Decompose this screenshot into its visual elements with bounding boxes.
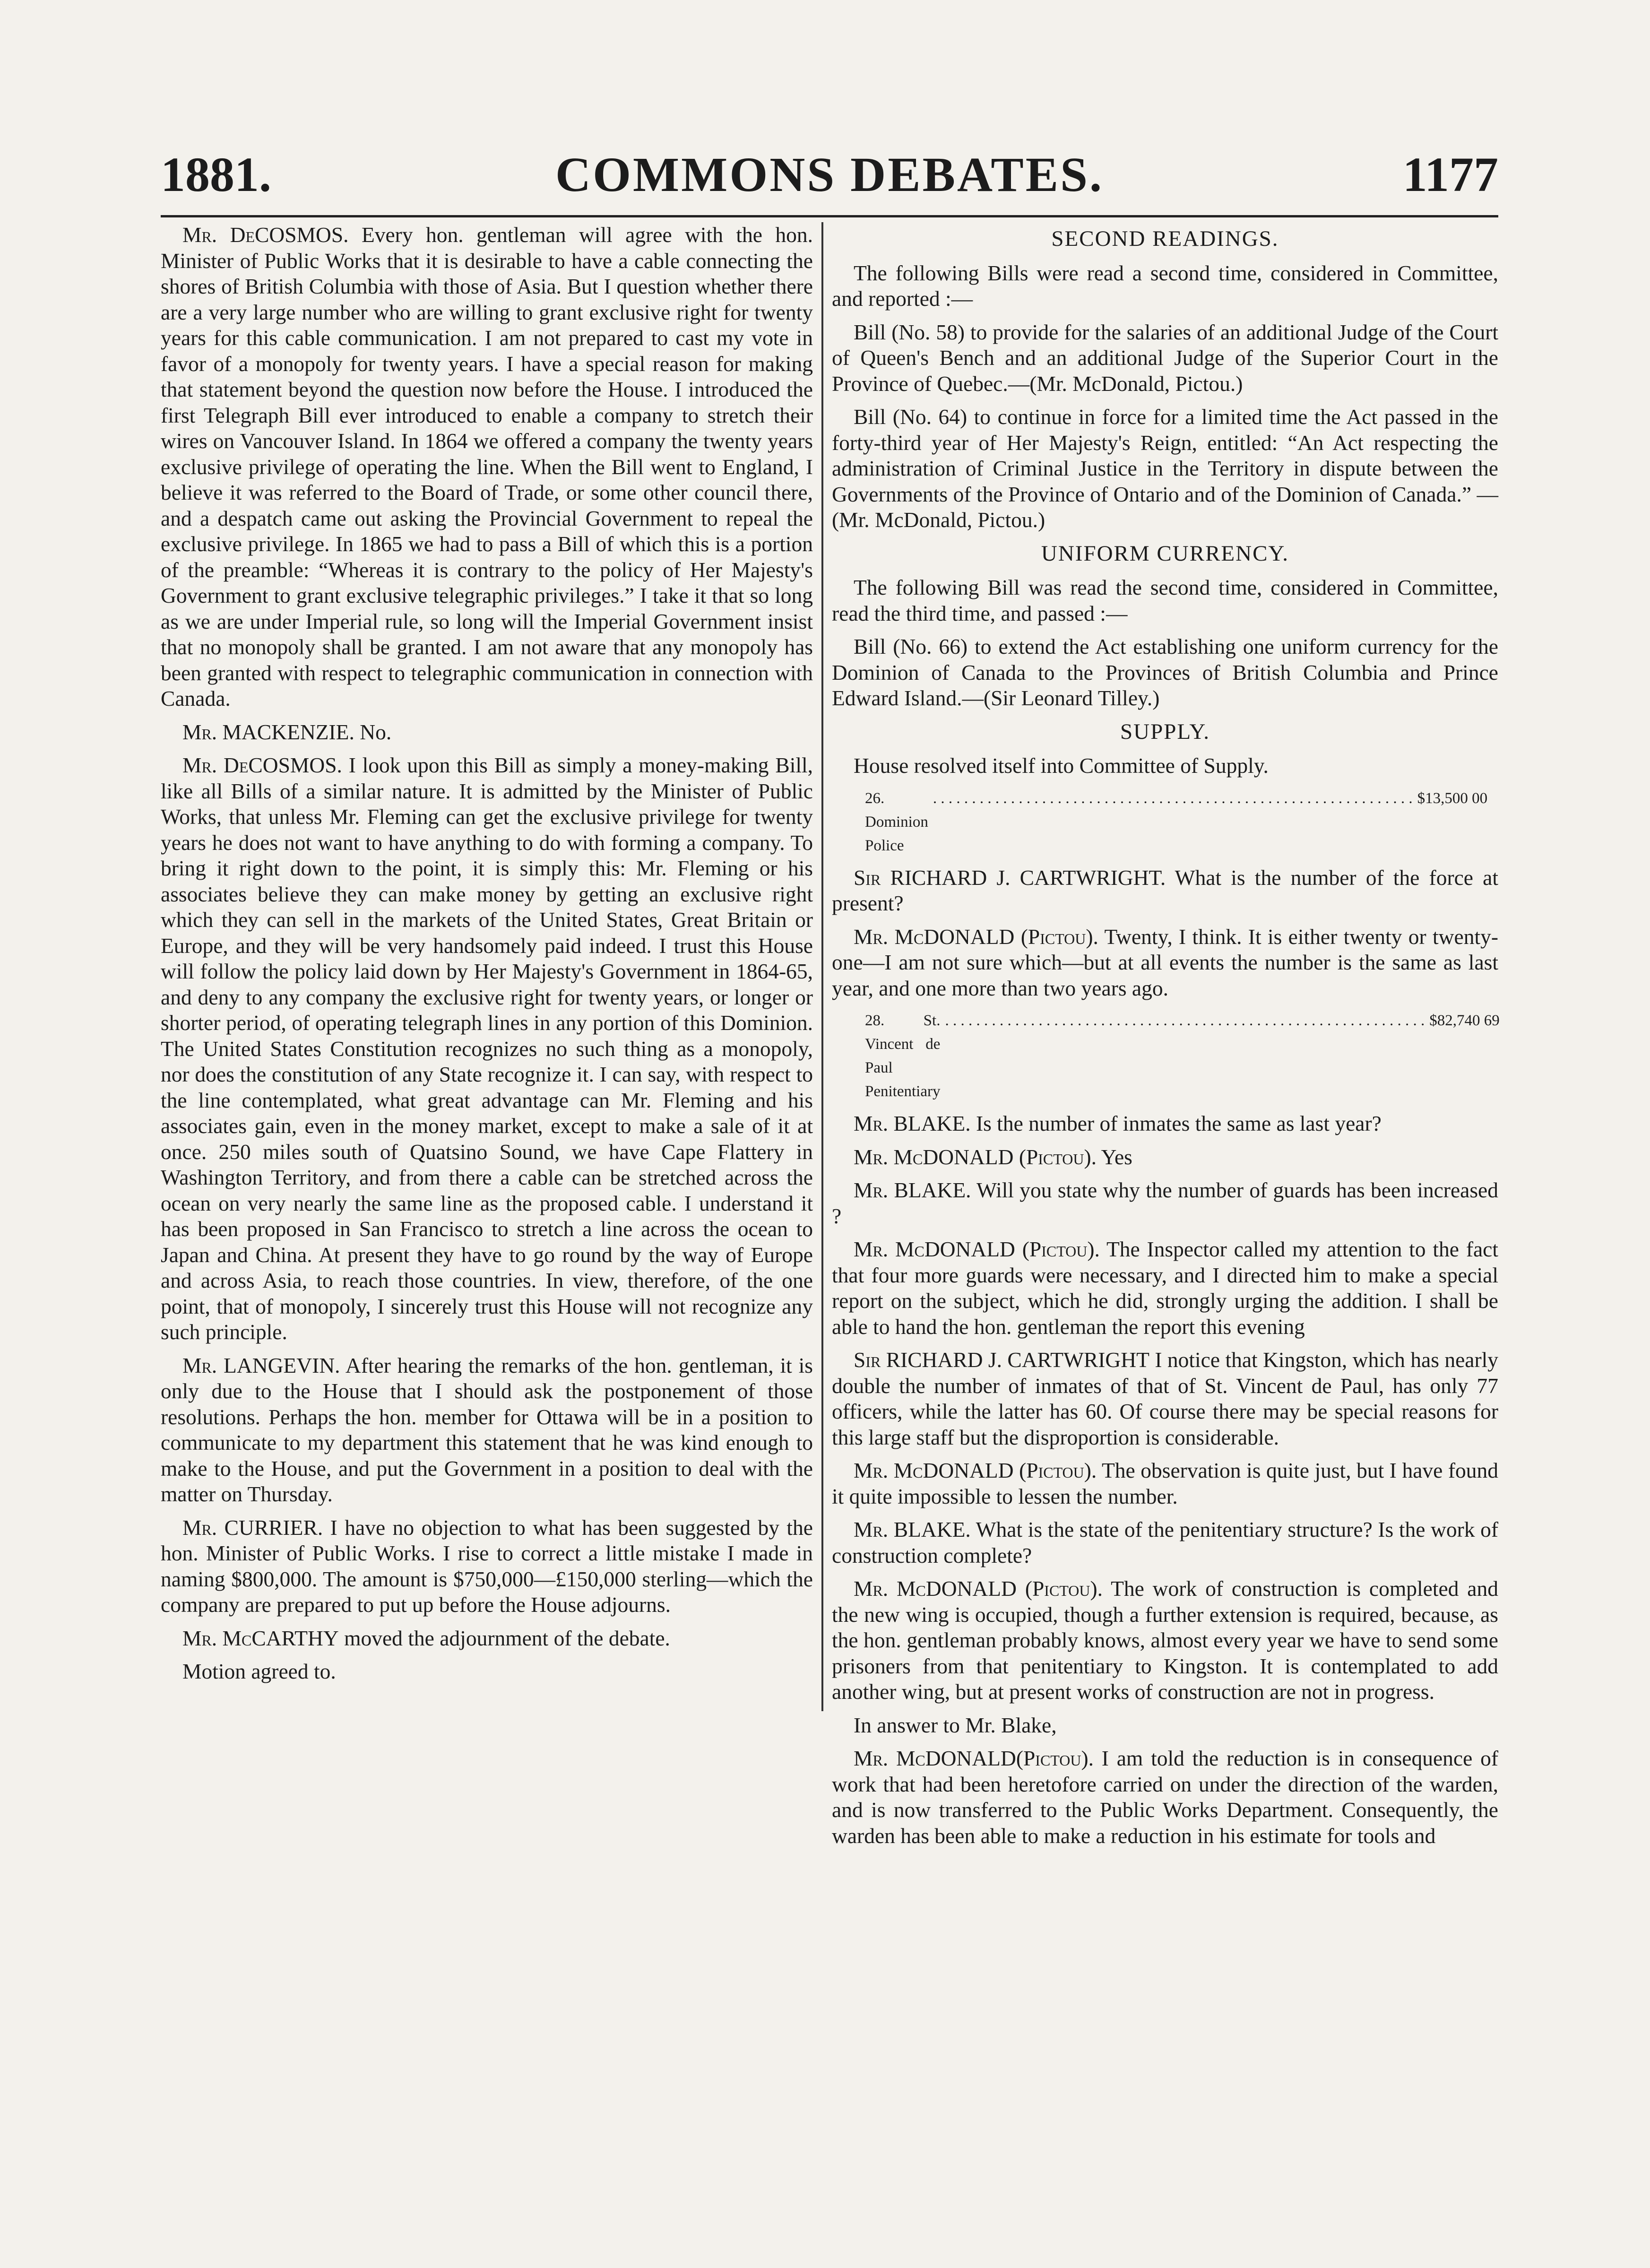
speech-paragraph bbox=[832, 1458, 1498, 1509]
speech-text: Twenty, I think. It is either twenty or twenty-one—I am not sure which—but at all events the number is the same as last year, and one more than two years ago. bbox=[832, 924, 1498, 1000]
speech-paragraph bbox=[161, 1515, 813, 1618]
header-title: COMMONS DEBATES. bbox=[555, 147, 1104, 202]
speech-paragraph bbox=[161, 1626, 813, 1652]
right-column bbox=[832, 222, 1500, 1848]
speech-text: Motion agreed to. bbox=[182, 1659, 336, 1683]
speech-paragraph bbox=[832, 1576, 1498, 1705]
column-divider bbox=[821, 222, 823, 1711]
speech-text: The work of construction is completed and the new wing is occupied, though a further extension is required, because, as the hon. gentleman probably knows, almost every year we have to send some prisoners from that penitentiary to Kingston. It is contemplated to add another wing, but at present works of construction are not in progress. bbox=[832, 1576, 1498, 1704]
speaker-name: Mr. BLAKE. bbox=[854, 1111, 971, 1135]
speaker-name: Mr. McDONALD(Pictou). bbox=[854, 1746, 1094, 1770]
speaker-name: Sir RICHARD J. CARTWRIGHT. bbox=[854, 865, 1166, 890]
speech-text: Is the number of inmates the same as last year? bbox=[976, 1111, 1382, 1135]
estimate-amount: $13,500 00 bbox=[1417, 789, 1488, 807]
speech-paragraph bbox=[832, 924, 1498, 1002]
speech-text: I look upon this Bill as simply a money-making Bill, like all Bills of a similar nature. It is admitted by the Minister of Public Works, that unless Mr. Fleming can get the exclusive privilege for twenty years he does not want to have anything to do with forming a company. To bring it right down to the point, it is simply this: Mr. Fleming or his associates believe they can make money by getting an exclusive right which they can sell in the markets of the United States, Great Britain or Europe, and they will be very handsomely paid indeed. I trust this House will follow the policy laid down by Her Majesty's Government in 1864-65, and deny to any company the exclusive right for twenty years, or longer or shorter period, of operating telegraph lines in any portion of this Dominion. The United States Constitution recognizes no such thing as a monopoly, nor does the constitution of any State recognize it. I can say, with respect to the line contemplated, what great advantage can Mr. Fleming and his associates gain, even in the money market, except to make a sale of it at once. 250 miles south of Quatsino Sound, we have Cape Flattery in Washington Territory, and from there a cable can be stretched across the ocean on very nearly the same line as the proposed cable. I understand it has been proposed in San Francisco to stretch a line across the ocean to Japan and China. At present they have to go round by the way of Europe and across Asia, to reach those countries. In view, therefore, of the one point, that of monopoly, I sincerely trust this House will not recognize any such principle. bbox=[161, 753, 813, 1344]
header-rule bbox=[161, 215, 1498, 217]
estimate-label: 28. St. Vincent de Paul Penitentiary bbox=[865, 1012, 941, 1100]
speech-paragraph bbox=[832, 1517, 1498, 1568]
speech-text: What is the state of the penitentiary structure? Is the work of construction complete? bbox=[832, 1517, 1499, 1567]
speaker-name: Mr. MACKENZIE. bbox=[182, 719, 354, 744]
section-intro: House resolved itself into Committee of Supply. bbox=[854, 753, 1269, 778]
speech-paragraph bbox=[832, 1111, 1498, 1137]
speaker-name: Mr. McDONALD (Pictou). bbox=[854, 1237, 1100, 1261]
left-column bbox=[161, 222, 813, 1716]
speech-paragraph bbox=[832, 1347, 1498, 1450]
speaker-name: Mr. McDONALD (Pictou). bbox=[854, 1458, 1097, 1482]
speaker-name: Mr. McCARTHY bbox=[182, 1626, 339, 1650]
speaker-name: Sir RICHARD J. CARTWRIGHT bbox=[854, 1348, 1149, 1372]
speaker-name: Mr. BLAKE. bbox=[854, 1517, 971, 1541]
estimate-label: 26. Dominion Police bbox=[865, 789, 928, 854]
answer-intro: In answer to Mr. Blake, bbox=[854, 1713, 1057, 1737]
speaker-name: Mr. BLAKE. bbox=[854, 1178, 971, 1202]
speech-paragraph bbox=[832, 1177, 1498, 1229]
leader-dots bbox=[940, 1009, 1429, 1103]
speaker-name: Mr. McDONALD (Pictou). bbox=[854, 1576, 1103, 1601]
speech-text: moved the adjournment of the debate. bbox=[344, 1626, 670, 1650]
speech-paragraph bbox=[832, 1746, 1498, 1849]
speech-text: No. bbox=[360, 719, 392, 744]
speech-paragraph bbox=[832, 1237, 1498, 1340]
speech-text: After hearing the remarks of the hon. gentleman, it is only due to the House that I should ask the postponement of those resolutions. Perhaps the hon. member for Ottawa will be in a position to communicate to my department this statement that he was kind enough to make to the House, and put the Government in a position to deal with the matter on Thursday. bbox=[161, 1353, 813, 1506]
speech-text: The Inspector called my attention to the fact that four more guards were necessary, and I directed him to make a special report on the subject, which he did, strongly urging the addition. I shall be able to hand the hon. gentleman the report this evening bbox=[832, 1237, 1499, 1339]
speech-paragraph bbox=[161, 222, 813, 712]
bill-paragraph: Bill (No. 66) to extend the Act establishing one uniform currency for the Dominion of Canada to the Provinces of British Columbia and Prince Edward Island.—(Sir Leonard Tilley.) bbox=[832, 634, 1498, 710]
speech-paragraph bbox=[161, 1353, 813, 1507]
motion-paragraph bbox=[161, 1659, 813, 1685]
speech-text: Yes bbox=[1101, 1144, 1132, 1169]
section-heading-supply: SUPPLY. bbox=[1120, 719, 1210, 744]
speech-text: Every hon. gentleman will agree with the hon. Minister of Public Works that it is desirable to have a cable connecting the shores of British Columbia with those of Asia. But I question whether there are a very large number who are willing to grant exclusive right for twenty years for this cable communication. I am not prepared to cast my vote in favor of a monopoly for twenty years. I have a special reason for making that statement beyond the question now before the House. I introduced the first Telegraph Bill ever introduced to enable a company to stretch their wires on Vancouver Island. In 1864 we offered a company the twenty years exclusive privilege of operating the line. When the Bill went to England, I believe it was referred to the Board of Trade, or some other council there, and a despatch came out asking the Provincial Government to repeal the exclusive privilege. In 1865 we had to pass a Bill of which this is a portion of the preamble: “Whereas it is contrary to the policy of Her Majesty's Government to grant exclusive telegraphic privileges.” I take it that so long as we are under Imperial rule, so long will the Imperial Government insist that no monopoly shall be granted. I am not aware that any monopoly has been granted with respect to telegraphic communication in connection with Canada. bbox=[161, 223, 813, 710]
speech-text: The observation is quite just, but I have found it quite impossible to lessen the number. bbox=[832, 1458, 1499, 1508]
speaker-name: Mr. McDONALD (Pictou). bbox=[854, 1144, 1097, 1169]
speech-text: I notice that Kingston, which has nearly double the number of inmates of that of St. Vincent de Paul, has only 77 officers, while the latter has 60. Of course there may be special reasons for this large staff but the disproportion is considerable. bbox=[832, 1348, 1499, 1449]
speaker-name: Mr. McDONALD (Pictou). bbox=[854, 924, 1098, 949]
speech-paragraph bbox=[161, 753, 813, 1345]
bill-paragraph: Bill (No. 64) to continue in force for a limited time the Act passed in the forty-third year of Her Majesty's Reign, entitled: “An Act respecting the administration of Criminal Justice in the Territory in dispute between the Governments of the Province of Ontario and of the Dominion of Canada.” —(Mr. McDonald, Pictou.) bbox=[832, 405, 1498, 532]
speech-text: I am told the reduction is in consequence of work that had been heretofore carried on under the direction of the warden, and is now transferred to the Public Works Department. Consequently, the warden has been able to make a reduction in his estimate for tools and bbox=[832, 1746, 1499, 1848]
speaker-name: Mr. CURRIER. bbox=[182, 1515, 323, 1540]
speaker-name: Mr. LANGEVIN. bbox=[182, 1353, 340, 1377]
estimate-line bbox=[865, 1009, 1498, 1103]
header-year: 1881. bbox=[161, 147, 271, 202]
speech-text: I have no objection to what has been suggested by the hon. Minister of Public Works. I rise to correct a little mistake I made in naming $800,000. The amount is $750,000—£150,000 sterling—which the company are prepared to put up before the House adjourns. bbox=[161, 1515, 813, 1617]
speech-paragraph bbox=[832, 865, 1498, 917]
header-page-number: 1177 bbox=[1402, 147, 1498, 202]
bill-paragraph: Bill (No. 58) to provide for the salaries of an additional Judge of the Court of Queen's Bench and an additional Judge of the Superior Court in the Province of Quebec.—(Mr. McDonald, Pictou.) bbox=[832, 320, 1498, 396]
section-heading-second-readings: SECOND READINGS. bbox=[1051, 226, 1279, 251]
section-intro: The following Bills were read a second time, considered in Committee, and reported :— bbox=[832, 260, 1498, 311]
speaker-name: Mr. DeCOSMOS. bbox=[182, 753, 342, 777]
speech-text: What is the number of the force at present? bbox=[832, 865, 1498, 915]
page-header bbox=[161, 142, 1498, 213]
speech-paragraph bbox=[832, 1144, 1498, 1170]
leader-dots bbox=[928, 787, 1417, 857]
speaker-name: Mr. DeCOSMOS. bbox=[182, 223, 349, 247]
speech-text: Will you state why the number of guards has been increased ? bbox=[832, 1178, 1498, 1228]
section-intro: The following Bill was read the second time, considered in Committee, read the third time, and passed :— bbox=[832, 575, 1498, 625]
section-heading-uniform-currency: UNIFORM CURRENCY. bbox=[1041, 541, 1289, 566]
speech-paragraph bbox=[161, 719, 813, 745]
estimate-line bbox=[865, 787, 1498, 857]
estimate-amount: $82,740 69 bbox=[1429, 1012, 1500, 1029]
